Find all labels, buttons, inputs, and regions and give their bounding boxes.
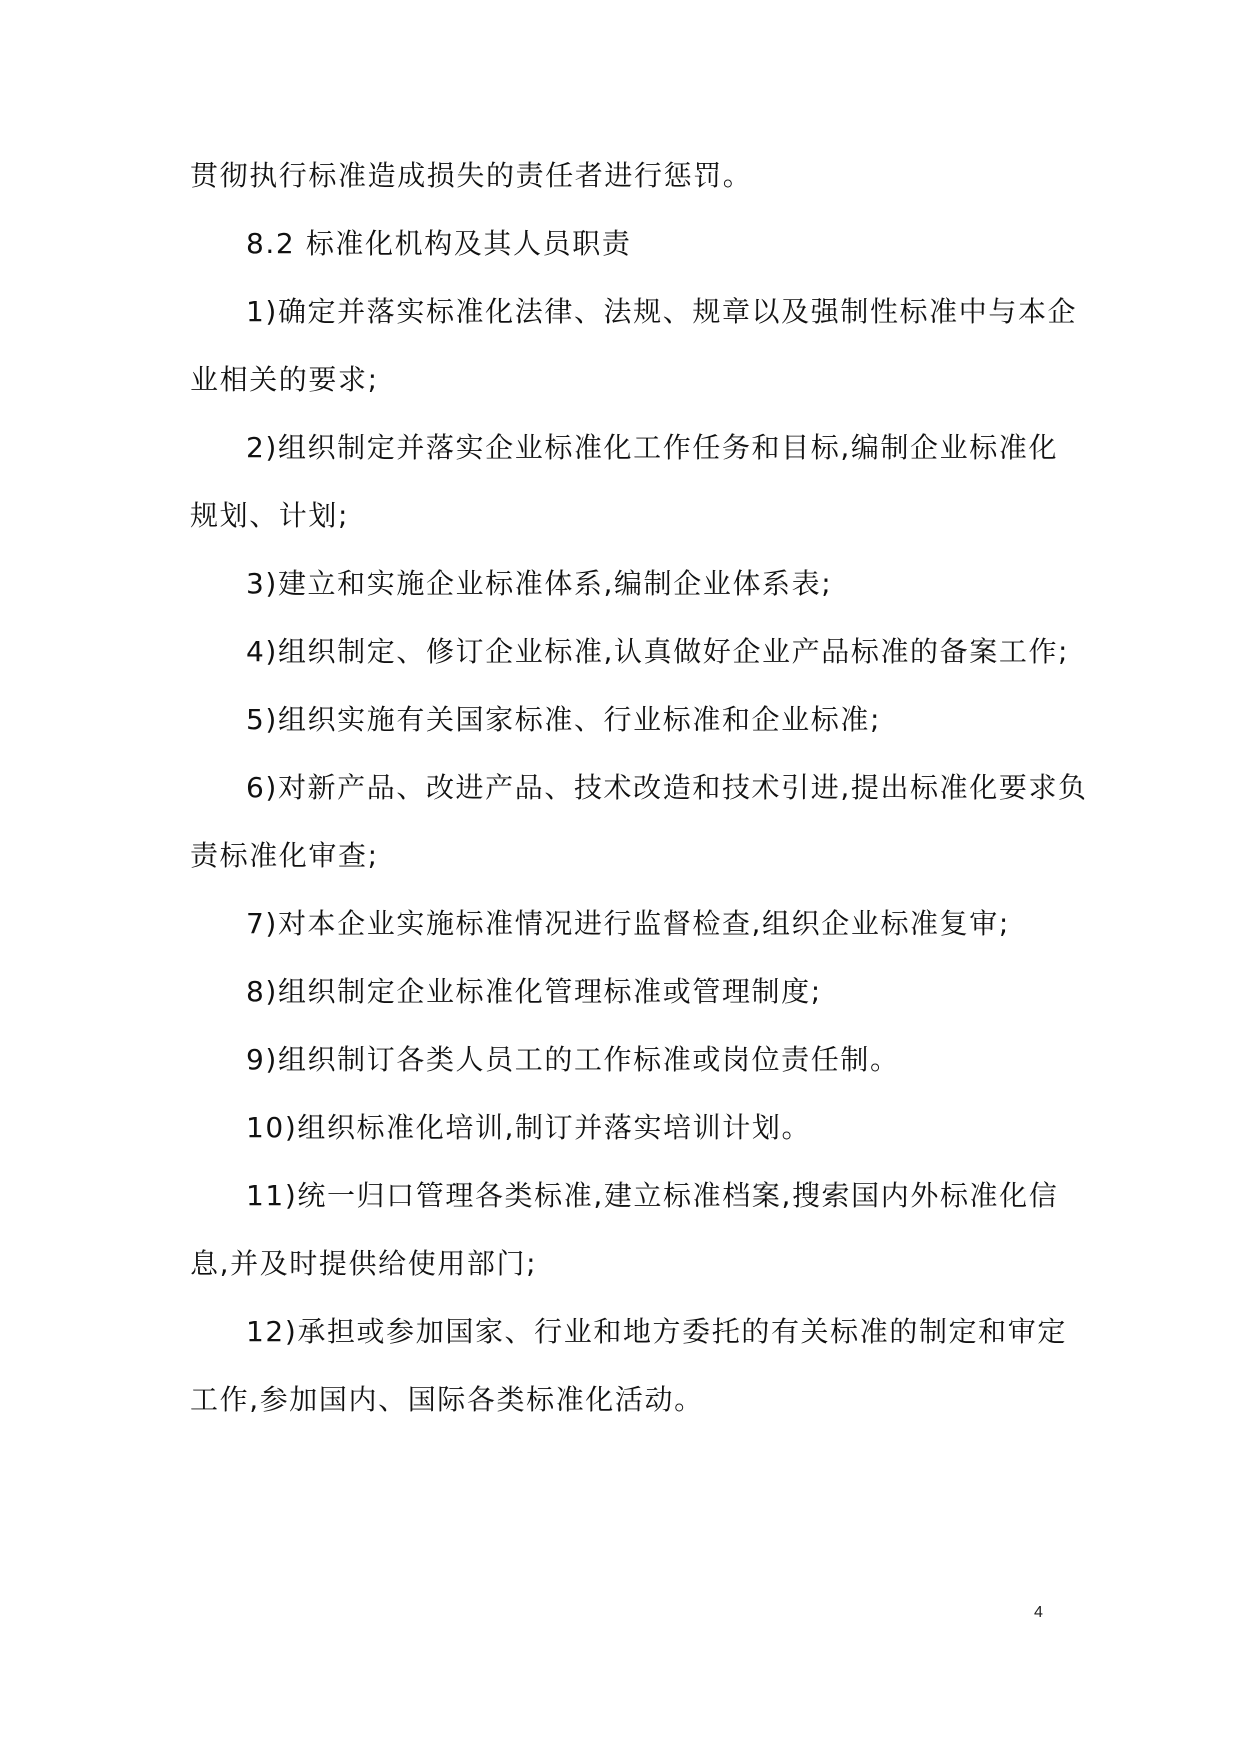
list-item-line: 4)组织制定、修订企业标准,认真做好企业产品标准的备案工作;	[246, 635, 1070, 668]
list-item-line: 6)对新产品、改进产品、技术改造和技术引进,提出标准化要求负	[246, 771, 1088, 804]
list-item-continuation: 息,并及时提供给使用部门;	[190, 1247, 538, 1280]
paragraph-line: 贯彻执行标准造成损失的责任者进行惩罚。	[190, 159, 753, 192]
list-item-line: 2)组织制定并落实企业标准化工作任务和目标,编制企业标准化	[246, 431, 1059, 464]
list-item-continuation: 业相关的要求;	[190, 363, 379, 396]
list-item-continuation: 规划、计划;	[190, 499, 350, 532]
list-item-continuation: 责标准化审查;	[190, 839, 379, 872]
list-item-line: 3)建立和实施企业标准体系,编制企业体系表;	[246, 567, 833, 600]
body-text	[190, 142, 1088, 1434]
list-item-line: 1)确定并落实标准化法律、法规、规章以及强制性标准中与本企	[246, 295, 1078, 328]
list-item-line: 12)承担或参加国家、行业和地方委托的有关标准的制定和审定	[246, 1315, 1067, 1348]
list-item-continuation: 工作,参加国内、国际各类标准化活动。	[190, 1383, 704, 1416]
page-number: 4	[1034, 1604, 1043, 1621]
list-item-line: 8)组织制定企业标准化管理标准或管理制度;	[246, 975, 822, 1008]
list-item-line: 5)组织实施有关国家标准、行业标准和企业标准;	[246, 703, 881, 736]
section-heading: 8.2 标准化机构及其人员职责	[246, 227, 632, 260]
list-item-line: 11)统一归口管理各类标准,建立标准档案,搜索国内外标准化信	[246, 1179, 1059, 1212]
list-item-line: 7)对本企业实施标准情况进行监督检查,组织企业标准复审;	[246, 907, 1010, 940]
list-item-line: 9)组织制订各类人员工的工作标准或岗位责任制。	[246, 1043, 900, 1076]
list-item-line: 10)组织标准化培训,制订并落实培训计划。	[246, 1111, 812, 1144]
